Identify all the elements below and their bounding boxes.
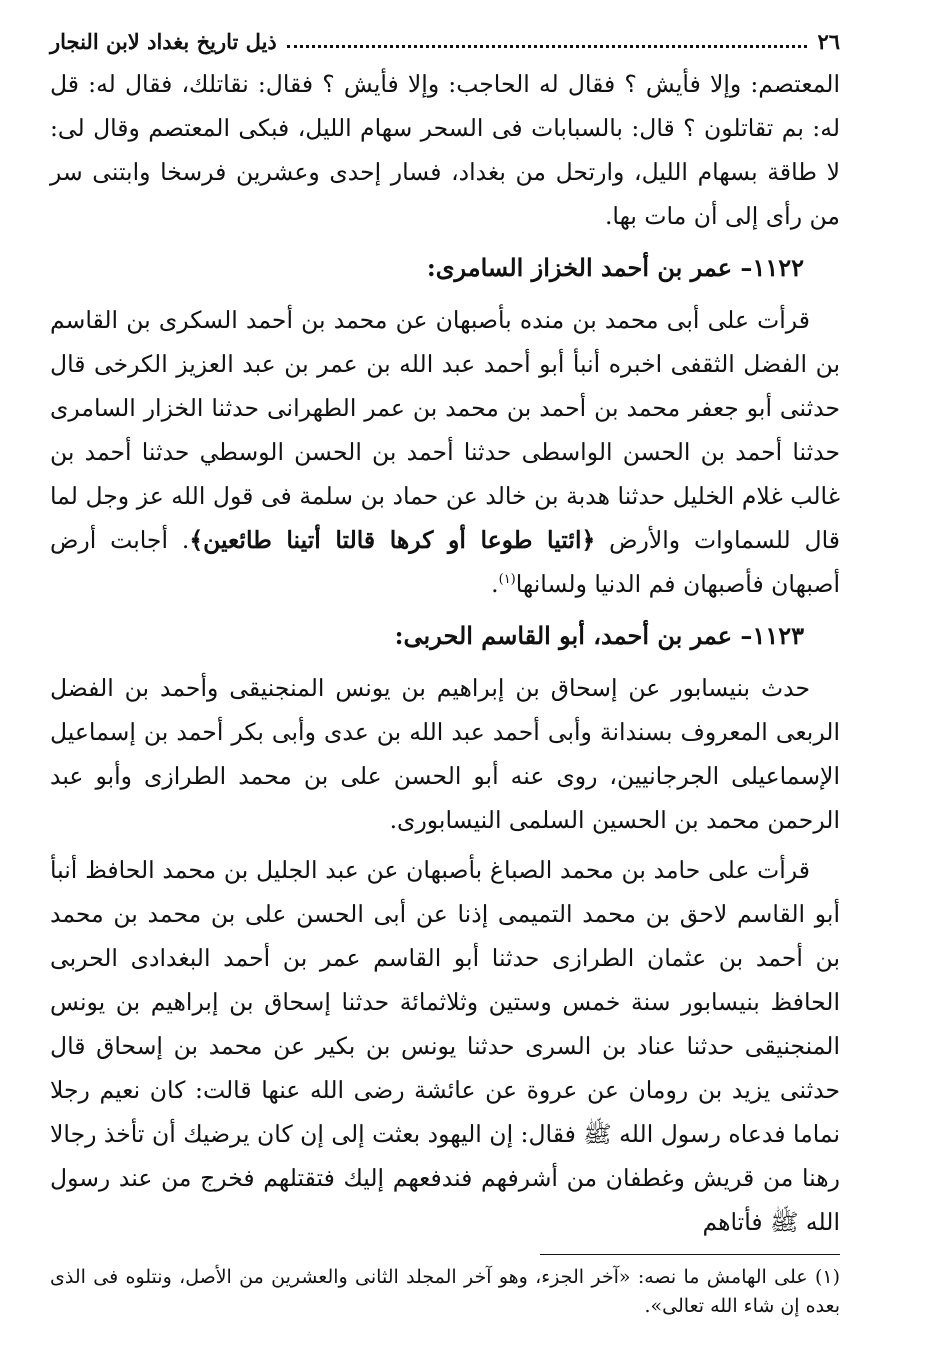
paragraph-4: قرأت على حامد بن محمد الصباغ بأصبهان عن عبد الجليل بن محمد الحافظ أنبأ أبو القاسم لاحق بن محمد التميمى إذنا عن أبى الحسن على بن محمد بن محمد بن أحمد بن عثمان الطرازى حدثنا أبو القاسم عمر بن أحمد البغدادى الحربى الحافظ بنيسابور سنة خمس وستين وثلاثمائة حدثنا إسحاق بن إبراهيم بن يونس المنجنيقى حدثنا عناد بن السرى حدثنا يونس بن بكير عن محمد بن إسحاق قال حدثنى يزيد بن رومان عن عروة عن عائشة رضى الله عنها قالت: كان نعيم رجلا نماما فدعاه رسول الله ﷺ فقال: إن اليهود بعثت إلى إن كان يرضيك أن تأخذ رجالا رهنا من قريش وغطفان من أشرفهم فندفعهم إليك فتقتلهم فخرج من عند رسول الله ﷺ فأتاهم	[50, 856, 840, 1236]
footnote-marker: (١)	[814, 1266, 840, 1288]
paragraph-1: المعتصم: وإلا فأيش ؟ فقال له الحاجب: وإلا فأيش ؟ فقال: نقاتلك، فقال له: قل له: بم تقاتلون ؟ قال: بالسبابات فى السحر سهام الليل، فبكى المعتصم وقال لى: لا طاقة بسهام الليل، وارتحل من بغداد، فسار إحدى وعشرين فرسخا وابتنى سر من رأى إلى أن مات بها.	[50, 70, 840, 230]
dotted-leader	[287, 45, 808, 48]
page-number: ٢٦	[817, 29, 840, 54]
running-title: ذيل تاريخ بغداد لابن النجار	[50, 29, 277, 54]
paragraph-2	[50, 298, 840, 606]
quran-verse: ﴿ائتيا طوعا أو كرها قالتا أتينا طائعين﴾	[189, 526, 596, 554]
page-header	[50, 22, 840, 62]
paragraph-2-text: قرأت على أبى محمد بن منده بأصبهان عن محمد بن أحمد السكرى بن القاسم بن الفضل الثقفى اخبره أنبأ أبو أحمد عبد الله بن عمر بن عبد العزيز الكرخى قال حدثنى أبو جعفر محمد بن أحمد بن محمد بن عمر الطهرانى حدثنا الخزار السامرى حدثنا أحمد بن الحسن الواسطى حدثنا أحمد بن الحسن الوسطي حدثنا أحمد بن غالب غلام الخليل حدثنا هدبة بن خالد عن حماد بن سلمة فى قول الله عز وجل لما قال للسماوات والأرض	[50, 306, 840, 554]
footnote-text: على الهامش ما نصه: «آخر الجزء، وهو آخر المجلد الثانى والعشرين من الأصل، ونتلوه فى الذى بعده إن شاء الله تعالى».	[50, 1266, 840, 1317]
entry-heading-1123: ١١٢٣– عمر بن أحمد، أبو القاسم الحربى:	[394, 621, 804, 650]
paragraph-2-text-continued: . أجابت أرض أصبهان فأصبهان فم الدنيا ولسانها	[50, 526, 840, 598]
book-page	[50, 22, 840, 1342]
paragraph-3: حدث بنيسابور عن إسحاق بن إبراهيم بن يونس المنجنيقى وأحمد بن الفضل الربعى المعروف بسندانة وأبى أحمد عبد الله بن عدى وأبى بكر أحمد بن إسماعيل الإسماعيلى الجرجانيين، روى عنه أبو الحسن على بن محمد الطرازى وأبو عبد الرحمن محمد بن الحسين السلمى النيسابورى.	[50, 674, 840, 834]
footnote-reference[interactable]: (١)	[498, 572, 516, 588]
footnote-separator	[540, 1254, 840, 1255]
entry-heading-1122: ١١٢٢– عمر بن أحمد الخزاز السامرى:	[426, 253, 804, 282]
paragraph-2-end: .	[491, 570, 499, 598]
footnote	[50, 1263, 840, 1321]
